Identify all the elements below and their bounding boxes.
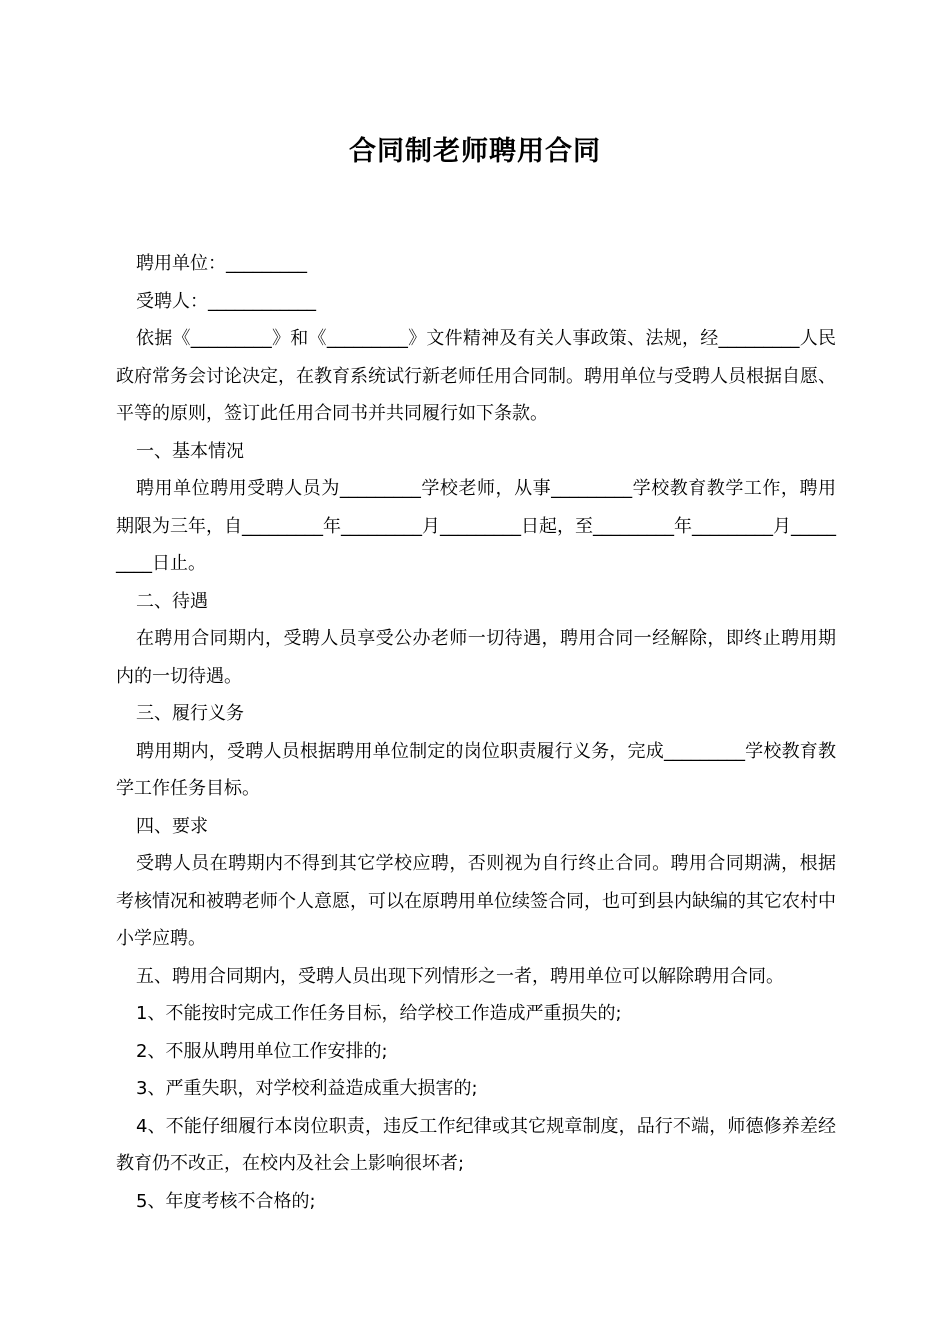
section-heading-obligations: 三、履行义务: [136, 703, 244, 724]
benefits-paragraph: 在聘用合同期内，受聘人员享受公办老师一切待遇，聘用合同一经解除，即终止聘用期内的一切待遇。: [116, 628, 836, 687]
requirements-paragraph: 受聘人员在聘期内不得到其它学校应聘，否则视为自行终止合同。聘用合同期满，根据考核情况和被聘老师个人意愿，可以在原聘用单位续签合同，也可到县内缺编的其它农村中小学应聘。: [116, 853, 836, 949]
section-heading-requirements: 四、要求: [136, 815, 208, 837]
employer-line: 聘用单位：_________: [136, 253, 307, 274]
document-title: 合同制老师聘用合同: [349, 136, 601, 167]
preamble-paragraph: 依据《_________》和《_________》文件精神及有关人事政策、法规，经_________人民政府常务会讨论决定，在教育系统试行新老师任用合同制。聘用单位与受聘人员根据自愿、平等的原则，签订此任用合同书并共同履行如下条款。: [116, 328, 836, 424]
section-heading-basic-info: 一、基本情况: [136, 440, 244, 462]
termination-item-2: 2、不服从聘用单位工作安排的;: [136, 1040, 388, 1062]
obligations-paragraph: 聘用期内，受聘人员根据聘用单位制定的岗位职责履行义务，完成_________学校教育教学工作任务目标。: [116, 740, 836, 799]
termination-item-5: 5、年度考核不合格的;: [136, 1190, 316, 1212]
section-heading-benefits: 二、待遇: [136, 590, 208, 612]
termination-item-4: 4、不能仔细履行本岗位职责，违反工作纪律或其它规章制度，品行不端，师德修养差经教育仍不改正，在校内及社会上影响很坏者;: [116, 1115, 836, 1174]
employee-line: 受聘人：____________: [136, 290, 316, 312]
basic-info-paragraph: 聘用单位聘用受聘人员为_________学校老师，从事_________学校教育教学工作，聘用期限为三年，自_________年_________月_________日起，至_________年_________月_________日止。: [116, 478, 836, 574]
document-body: [116, 245, 836, 1220]
termination-item-3: 3、严重失职，对学校利益造成重大损害的;: [136, 1078, 478, 1099]
termination-item-1: 1、不能按时完成工作任务目标，给学校工作造成严重损失的;: [136, 1003, 622, 1024]
section-heading-termination: 五、聘用合同期内，受聘人员出现下列情形之一者，聘用单位可以解除聘用合同。: [136, 965, 784, 987]
